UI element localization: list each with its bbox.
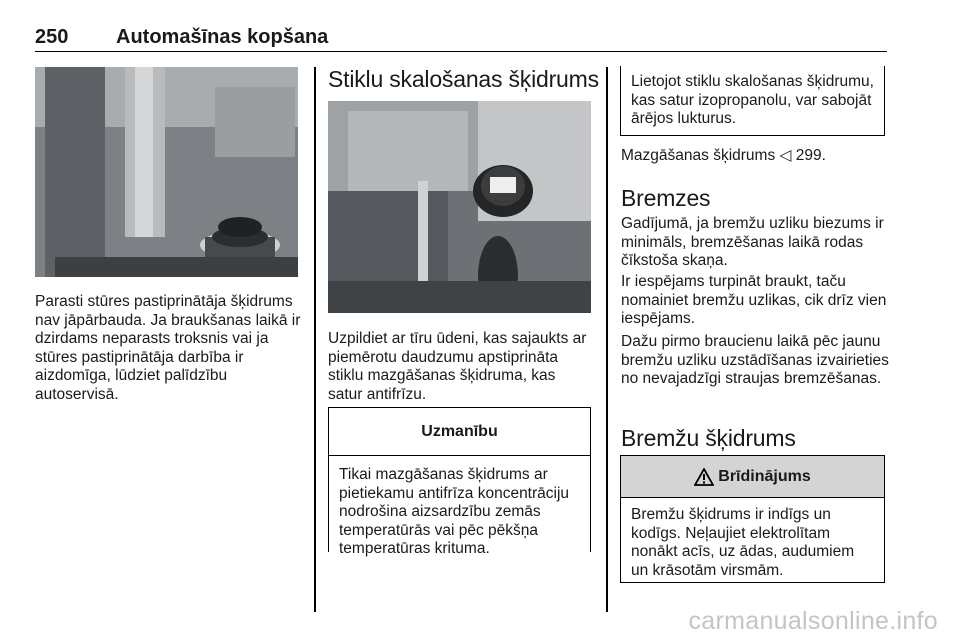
washer-fluid-paragraph: Uzpildiet ar tīru ūdeni, kas sajaukts ar piemērotu daudzumu apstiprināta stiklu mazgāšanas šķidruma, kas satur antifrīzu. (328, 330, 587, 403)
watermark: carmanualsonline.info (688, 607, 938, 635)
page-number: 250 (35, 26, 69, 48)
column-divider-left (314, 67, 316, 612)
power-steering-reservoir-photo (35, 67, 298, 277)
page-header (35, 26, 887, 52)
warning-text: Bremžu šķidrums ir indīgs un kodīgs. Neļaujiet elektrolītam nonākt acīs, uz ādas, audumiem un krāsotām virsmām. (631, 506, 855, 579)
washer-fluid-reservoir-photo (328, 101, 591, 313)
notice-title: Uzmanību (329, 408, 590, 456)
isopropanol-note-text: Lietojot stiklu skalošanas šķidrumu, kas satur izopropanolu, var sabojāt ārējos lukturus. (631, 73, 874, 127)
warning-triangle-icon (694, 468, 714, 486)
brakes-paragraph-3: Dažu pirmo braucienu laikā pēc jaunu bremžu uzliku uzstādīšanas izvairieties no nevajadzīgi straujas bremzēšanas. (621, 333, 889, 387)
warning-title-row (621, 456, 884, 498)
column-divider-right (606, 67, 608, 612)
brakes-paragraph-1: Gadījumā, ja bremžu uzliku biezums ir minimāls, bremzēšanas laikā rodas čīkstoša skaņa. (621, 215, 884, 269)
power-steering-paragraph: Parasti stūres pastiprinātāja šķidrums nav jāpārbauda. Ja braukšanas laikā ir dzirdams neparasts troksnis vai ja stūres pastiprinātāja darbība ir aizdomīga, lūdziet palīdzību autoservisā. (35, 293, 301, 403)
brakes-heading: Bremzes (621, 185, 711, 211)
notice-text: Tikai mazgāšanas šķidrums ar pietiekamu antifrīza koncentrāciju nodrošina aizsardzību zemās temperatūrās vai pēc pēkšņa temperatūras krituma. (339, 466, 570, 557)
notice-box (328, 407, 591, 557)
washer-fluid-heading: Stiklu skalošanas šķidrums (328, 66, 599, 92)
washer-fluid-reference: Mazgāšanas šķidrums ◁ 299. (621, 147, 826, 164)
brakes-paragraph-2: Ir iespējams turpināt braukt, taču nomainiet bremžu uzlikas, cik drīz vien iespējams. (621, 273, 887, 327)
isopropanol-note-box (620, 66, 885, 136)
chapter-title: Automašīnas kopšana (116, 26, 329, 48)
warning-box (620, 455, 885, 583)
warning-title: Brīdinājums (718, 467, 811, 485)
brake-fluid-heading: Bremžu šķidrums (621, 425, 796, 451)
